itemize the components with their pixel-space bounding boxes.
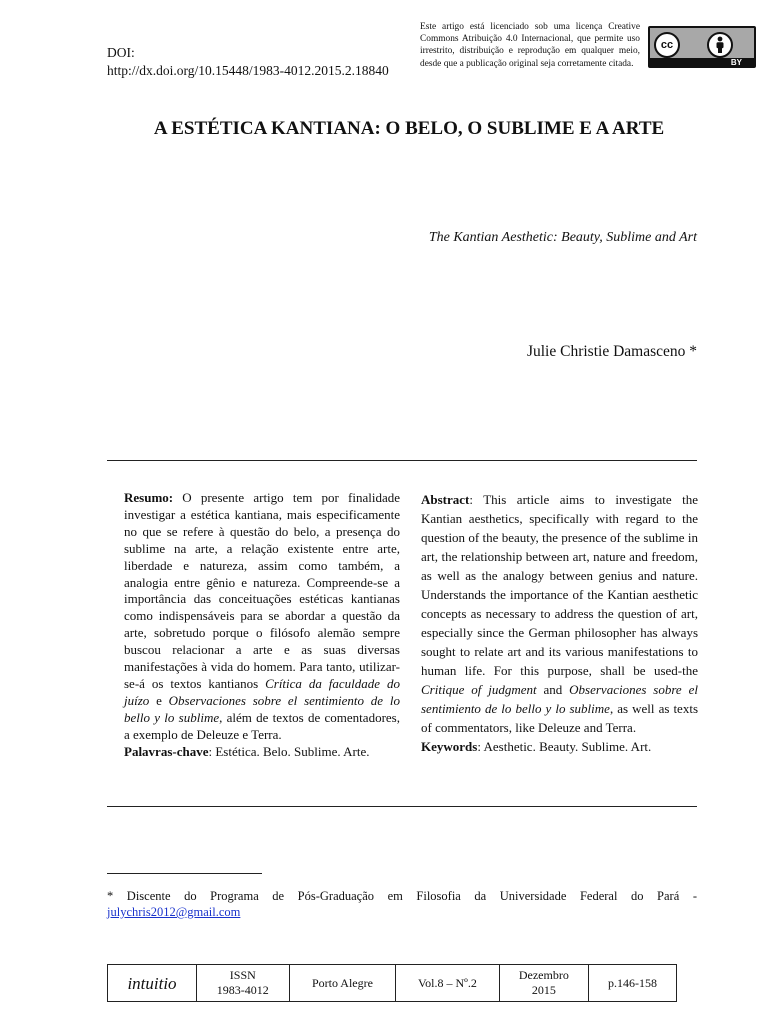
attribution-person-icon <box>707 32 733 58</box>
doi-label: DOI: <box>107 45 135 60</box>
doi-link[interactable]: http://dx.doi.org/10.15448/1983-4012.2015.2.18840 <box>107 63 389 78</box>
author-footnote <box>107 888 697 920</box>
date-year: 2015 <box>531 983 556 997</box>
license-notice: Este artigo está licenciado sob uma licença Creative Commons Atribuição 4.0 Internacional, que permite uso irrestrito, distribuição e reprodução em qualquer meio, desde que a publicação original seja corretamente citada. <box>420 22 640 69</box>
author-email-link[interactable]: julychris2012@gmail.com <box>107 905 241 919</box>
resumo-keywords-text: : Estética. Belo. Sublime. Arte. <box>208 743 370 759</box>
footnote-text: * Discente do Programa de Pós-Graduação em Filosofia da Universidade Federal do Pará - <box>107 889 697 903</box>
by-label: BY <box>730 58 742 67</box>
resumo-column <box>124 490 400 761</box>
resumo-keywords <box>124 744 400 761</box>
footer-row <box>108 965 677 1002</box>
issn-label: ISSN <box>229 968 256 982</box>
date-cell <box>499 965 588 1002</box>
resumo-label: Resumo: <box>124 490 174 505</box>
journal-name: intuitio <box>108 965 197 1002</box>
abstract-keywords-text: : Aesthetic. Beauty. Sublime. Art. <box>477 739 652 754</box>
date-month: Dezembro <box>518 968 569 982</box>
issn-number: 1983-4012 <box>216 983 269 997</box>
pages-cell: p.146-158 <box>589 965 677 1002</box>
cc-badge-background <box>650 28 754 58</box>
abstract-label: Abstract <box>421 492 470 507</box>
abstract-keywords <box>421 737 698 756</box>
resumo-text-2: , além de textos de comentadores, a exemplo de Deleuze e Terra. <box>124 709 400 742</box>
abstract-text-2: , as well as texts of commentators, like Deleuze and Terra. <box>421 701 699 735</box>
abstract-paragraph <box>421 490 698 737</box>
abstract-keywords-label: Keywords <box>421 739 478 754</box>
resumo-and: e <box>149 692 169 708</box>
abstract-work-2: Observaciones sobre el sentimiento de lo bello y lo sublime <box>421 682 698 716</box>
resumo-text-1: O presente artigo tem por finalidade investigar a estética kantiana, mais especificamente no que se refere à questão do belo, a presença do sublime na arte, a relação existente entre arte, liberdade e natureza, assim como também, a analogia entre gênio e natureza. Compreende-se a importância das conceituações estéticas kantianas como indispensáveis para se abordar a questão da arte, sobretudo porque o filósofo alemão sempre buscou relacionar a arte e as suas diversas manifestações à vida do homem. Para tanto, utilizar-se-á os textos kantianos <box>124 490 400 691</box>
abstract-column <box>421 490 698 756</box>
abstract-and: and <box>536 682 570 697</box>
resumo-paragraph <box>124 490 400 744</box>
bottom-divider <box>107 806 697 807</box>
abstract-work-1: Critique of judgment <box>421 682 537 697</box>
author-name: Julie Christie Damasceno * <box>526 343 697 360</box>
resumo-work-1: Crítica da faculdade do juízo <box>124 675 400 708</box>
city-cell: Porto Alegre <box>289 965 396 1002</box>
resumo-keywords-label: Palavras-chave <box>124 743 209 759</box>
issn-cell <box>197 965 290 1002</box>
top-divider <box>107 460 697 461</box>
article-subtitle: The Kantian Aesthetic: Beauty, Sublime and Art <box>428 230 697 245</box>
resumo-work-2: Observaciones sobre el sentimiento de lo bello y lo sublime <box>124 692 400 725</box>
footnote-separator <box>107 873 262 874</box>
volume-cell: Vol.8 – Nº.2 <box>396 965 499 1002</box>
journal-footer-table <box>107 964 677 1002</box>
abstract-text-1: : This article aims to investigate the Kantian aesthetics, specifically with regard to the question of the beauty, the presence of the sublime in art, the relationship between art, nature and freedom, as well as the analogy between genius and nature. Understands the importance of the Kantian aesthetic concepts as necessary to address the question of art, especially since the German philosopher has always sought to relate art and its various manifestations to human life. For this purpose, shall be used-the <box>421 492 698 678</box>
cc-by-badge[interactable] <box>648 26 756 68</box>
creative-commons-icon: cc <box>654 32 680 58</box>
doi <box>107 44 389 80</box>
article-title: A ESTÉTICA KANTIANA: O BELO, O SUBLIME E A ARTE <box>153 118 665 139</box>
person-icon <box>713 36 727 54</box>
